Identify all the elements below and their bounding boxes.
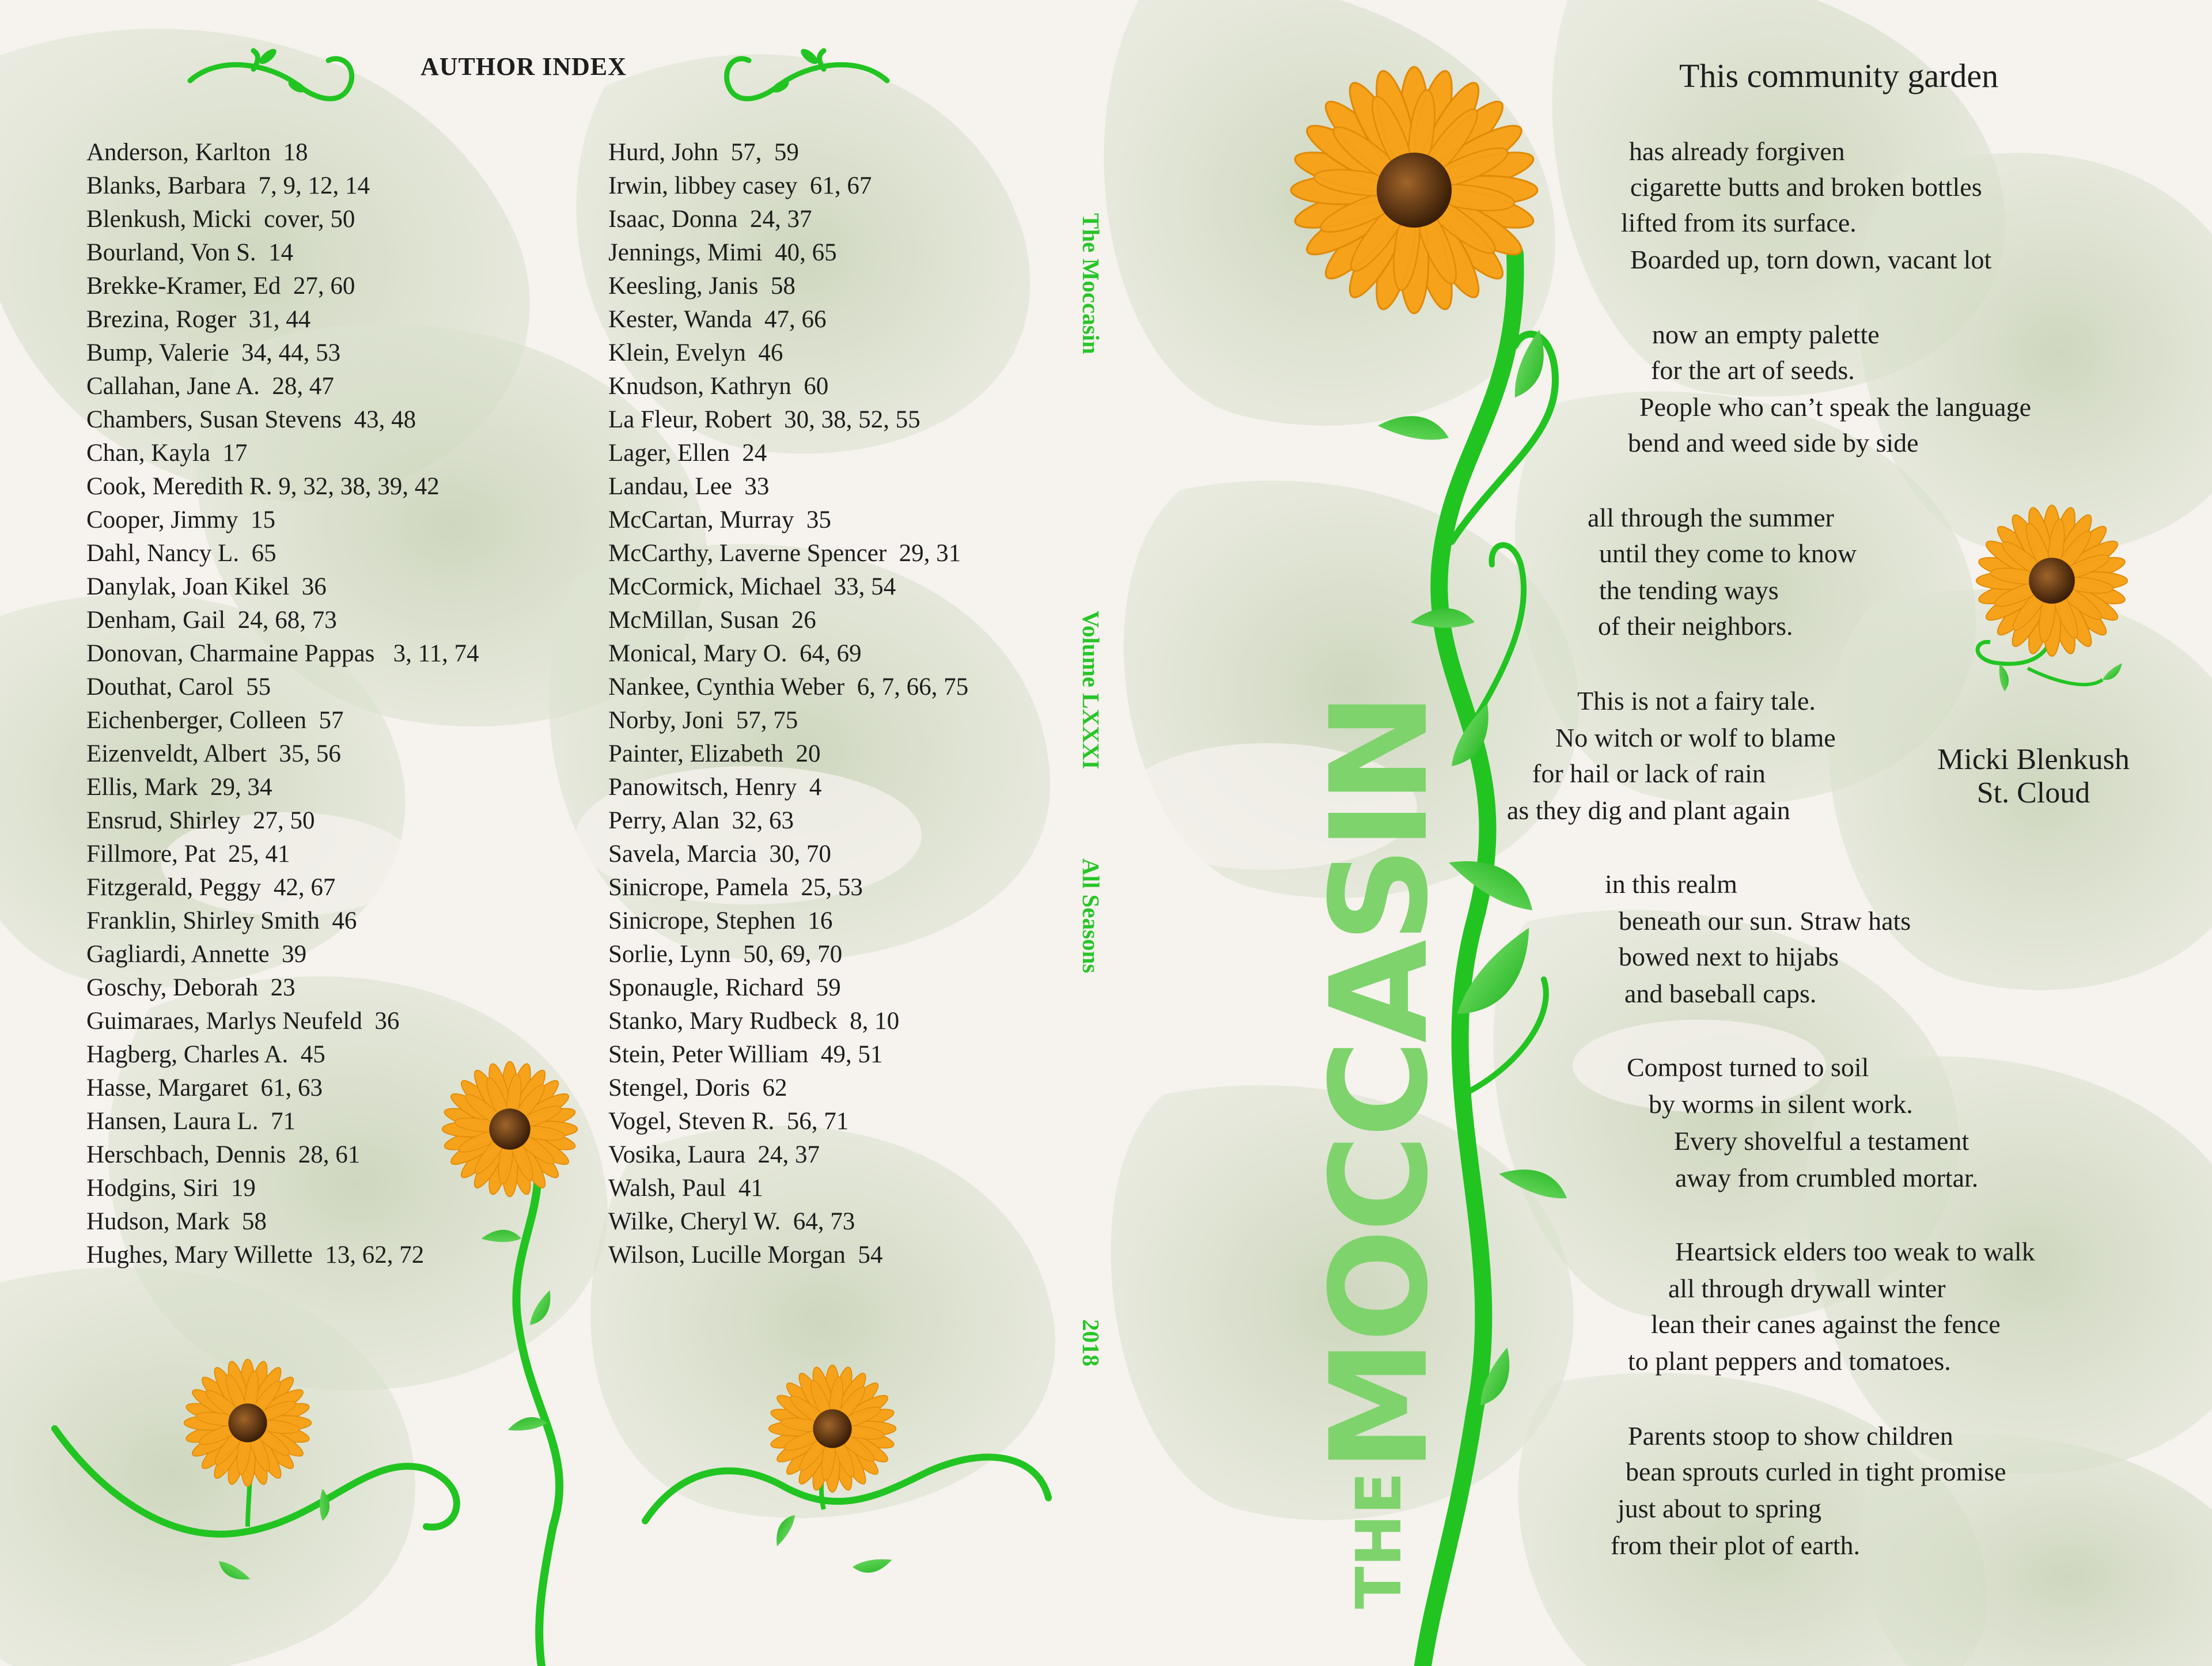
- index-entry: Bourland, Von S. 14: [86, 239, 294, 266]
- index-entry: Vosika, Laura 24, 37: [608, 1141, 820, 1168]
- author-index-left-column: [86, 136, 479, 1272]
- poem-line: all through drywall winter: [1668, 1274, 1946, 1303]
- index-entry: Guimaraes, Marlys Neufeld 36: [86, 1008, 400, 1035]
- index-entry: Walsh, Paul 41: [608, 1175, 763, 1202]
- index-entry: McCormick, Michael 33, 54: [608, 573, 896, 600]
- index-entry: Dahl, Nancy L. 65: [86, 540, 276, 567]
- index-entry: Hagberg, Charles A. 45: [86, 1041, 325, 1068]
- index-entry: Danylak, Joan Kikel 36: [86, 573, 327, 600]
- index-entry: Herschbach, Dennis 28, 61: [86, 1141, 361, 1168]
- poem-line: lifted from its surface.: [1621, 208, 1857, 237]
- index-entry: Sponaugle, Richard 59: [608, 974, 841, 1001]
- index-entry: Jennings, Mimi 40, 65: [608, 239, 837, 266]
- poem-line: bend and weed side by side: [1628, 428, 1919, 457]
- index-entry: McMillan, Susan 26: [608, 607, 816, 634]
- poem-title: This community garden: [1679, 57, 1999, 94]
- index-entry: Wilson, Lucille Morgan 54: [608, 1241, 883, 1269]
- poem-line: until they come to know: [1599, 539, 1857, 568]
- index-entry: Monical, Mary O. 64, 69: [608, 640, 862, 667]
- poem-line: all through the summer: [1588, 503, 1834, 532]
- spine-volume: Volume LXXXI: [1078, 611, 1104, 770]
- index-entry: Sorlie, Lynn 50, 69, 70: [608, 941, 843, 968]
- index-entry: Landau, Lee 33: [608, 473, 770, 500]
- spine-title: The Moccasin: [1078, 213, 1104, 354]
- poem-line: has already forgiven: [1629, 137, 1845, 166]
- index-entry: Gagliardi, Annette 39: [86, 941, 307, 968]
- index-entry: Isaac, Donna 24, 37: [608, 206, 812, 233]
- index-entry: Keesling, Janis 58: [608, 272, 796, 300]
- poem-line: for hail or lack of rain: [1532, 759, 1766, 788]
- poem-line: Parents stoop to show children: [1628, 1421, 1953, 1451]
- index-entry: Hasse, Margaret 61, 63: [86, 1074, 323, 1101]
- spine-year: 2018: [1078, 1319, 1104, 1366]
- index-entry: Vogel, Steven R. 56, 71: [608, 1108, 849, 1135]
- poem-line: People who can’t speak the language: [1639, 392, 2031, 422]
- poem-line: This is not a fairy tale.: [1577, 686, 1816, 715]
- poem-line: now an empty palette: [1652, 320, 1880, 349]
- poem-line: No witch or wolf to blame: [1555, 723, 1836, 752]
- index-entry: Chambers, Susan Stevens 43, 48: [86, 406, 416, 433]
- poem-line: bean sprouts curled in tight promise: [1626, 1457, 2006, 1486]
- poem-line: from their plot of earth.: [1611, 1531, 1861, 1560]
- poem-line: in this realm: [1605, 869, 1737, 899]
- poem-byline: [1901, 743, 2166, 810]
- index-entry: Hansen, Laura L. 71: [86, 1108, 296, 1135]
- index-entry: Sinicrope, Pamela 25, 53: [608, 874, 863, 901]
- index-entry: Chan, Kayla 17: [86, 440, 248, 467]
- index-entry: Stein, Peter William 49, 51: [608, 1041, 883, 1068]
- poem-line: Compost turned to soil: [1627, 1052, 1869, 1082]
- index-entry: Savela, Marcia 30, 70: [608, 840, 831, 868]
- brand-the: THE: [1343, 1471, 1415, 1609]
- index-entry: Blenkush, Micki cover, 50: [86, 206, 355, 233]
- index-entry: Knudson, Kathryn 60: [608, 373, 829, 400]
- author-index-right-column: [608, 136, 968, 1272]
- index-entry: Eichenberger, Colleen 57: [86, 707, 344, 734]
- poem-line: Every shovelful a testament: [1674, 1126, 1969, 1156]
- index-entry: Brezina, Roger 31, 44: [86, 306, 311, 333]
- index-entry: Franklin, Shirley Smith 46: [86, 907, 357, 934]
- poem-line: and baseball caps.: [1624, 979, 1817, 1008]
- poem-line: lean their canes against the fence: [1651, 1309, 2001, 1339]
- index-entry: La Fleur, Robert 30, 38, 52, 55: [608, 406, 921, 433]
- index-entry: Irwin, libbey casey 61, 67: [608, 172, 872, 199]
- index-entry: Perry, Alan 32, 63: [608, 807, 794, 834]
- index-entry: Klein, Evelyn 46: [608, 339, 783, 366]
- poem-line: cigarette butts and broken bottles: [1630, 172, 1982, 202]
- author-flower: [1976, 505, 2127, 692]
- poem-line: bowed next to hijabs: [1619, 942, 1839, 971]
- index-entry: Ensrud, Shirley 27, 50: [86, 807, 315, 834]
- index-entry: Sinicrope, Stephen 16: [608, 907, 833, 934]
- poem-line: Boarded up, torn down, vacant lot: [1630, 245, 1992, 274]
- index-entry: McCartan, Murray 35: [608, 506, 831, 533]
- index-entry: Douthat, Carol 55: [86, 673, 271, 701]
- spine-season: All Seasons: [1078, 858, 1104, 974]
- poem-line: Heartsick elders too weak to walk: [1675, 1237, 2035, 1266]
- index-entry: Fitzgerald, Peggy 42, 67: [86, 874, 336, 901]
- poem-line: just about to spring: [1618, 1494, 1821, 1523]
- index-entry: Wilke, Cheryl W. 64, 73: [608, 1208, 855, 1235]
- book-spine: [1077, 213, 1111, 1423]
- index-entry: Painter, Elizabeth 20: [608, 740, 821, 767]
- index-entry: Cook, Meredith R. 9, 32, 38, 39, 42: [86, 473, 440, 500]
- index-entry: Nankee, Cynthia Weber 6, 7, 66, 75: [608, 673, 969, 701]
- index-entry: Lager, Ellen 24: [608, 440, 767, 467]
- index-entry: Cooper, Jimmy 15: [86, 506, 275, 533]
- poem-line: as they dig and plant again: [1507, 796, 1790, 825]
- index-entry: Hughes, Mary Willette 13, 62, 72: [86, 1241, 425, 1269]
- index-entry: Eizenveldt, Albert 35, 56: [86, 740, 341, 767]
- poem-line: for the art of seeds.: [1651, 355, 1855, 385]
- index-entry: Hudson, Mark 58: [86, 1208, 267, 1235]
- index-entry: Bump, Valerie 34, 44, 53: [86, 339, 341, 366]
- index-entry: McCarthy, Laverne Spencer 29, 31: [608, 540, 961, 567]
- poem-author-name: Micki Blenkush: [1937, 743, 2130, 776]
- index-entry: Ellis, Mark 29, 34: [86, 774, 272, 801]
- index-entry: Goschy, Deborah 23: [86, 974, 296, 1001]
- index-entry: Stanko, Mary Rudbeck 8, 10: [608, 1008, 900, 1035]
- author-index-heading: AUTHOR INDEX: [421, 52, 627, 81]
- index-entry: Fillmore, Pat 25, 41: [86, 840, 290, 868]
- index-entry: Anderson, Karlton 18: [86, 139, 308, 166]
- poem-line: of their neighbors.: [1598, 611, 1793, 641]
- poem-line: to plant peppers and tomatoes.: [1628, 1346, 1951, 1376]
- index-entry: Kester, Wanda 47, 66: [608, 306, 827, 333]
- cover-brand-title: [1302, 680, 1457, 1625]
- poem-line: by worms in silent work.: [1649, 1089, 1913, 1119]
- index-entry: Donovan, Charmaine Pappas 3, 11, 74: [86, 640, 479, 667]
- poem-line: beneath our sun. Straw hats: [1619, 906, 1911, 936]
- index-entry: Callahan, Jane A. 28, 47: [86, 373, 334, 400]
- poem-line: the tending ways: [1599, 575, 1779, 605]
- center-vine: [645, 1365, 1048, 1580]
- index-entry: Brekke-Kramer, Ed 27, 60: [86, 272, 355, 300]
- index-entry: Blanks, Barbara 7, 9, 12, 14: [86, 172, 370, 199]
- index-entry: Panowitsch, Henry 4: [608, 774, 822, 801]
- index-entry: Denham, Gail 24, 68, 73: [86, 607, 337, 634]
- index-entry: Norby, Joni 57, 75: [608, 707, 798, 734]
- index-entry: Hodgins, Siri 19: [86, 1175, 256, 1202]
- poem-author-location: St. Cloud: [1976, 777, 2090, 809]
- index-entry: Hurd, John 57, 59: [608, 139, 799, 166]
- main-flower: [1291, 67, 1537, 313]
- poem-line: away from crumbled mortar.: [1675, 1163, 1979, 1192]
- index-entry: Stengel, Doris 62: [608, 1074, 787, 1101]
- brand-moccasin: MOCCASIN: [1302, 695, 1457, 1472]
